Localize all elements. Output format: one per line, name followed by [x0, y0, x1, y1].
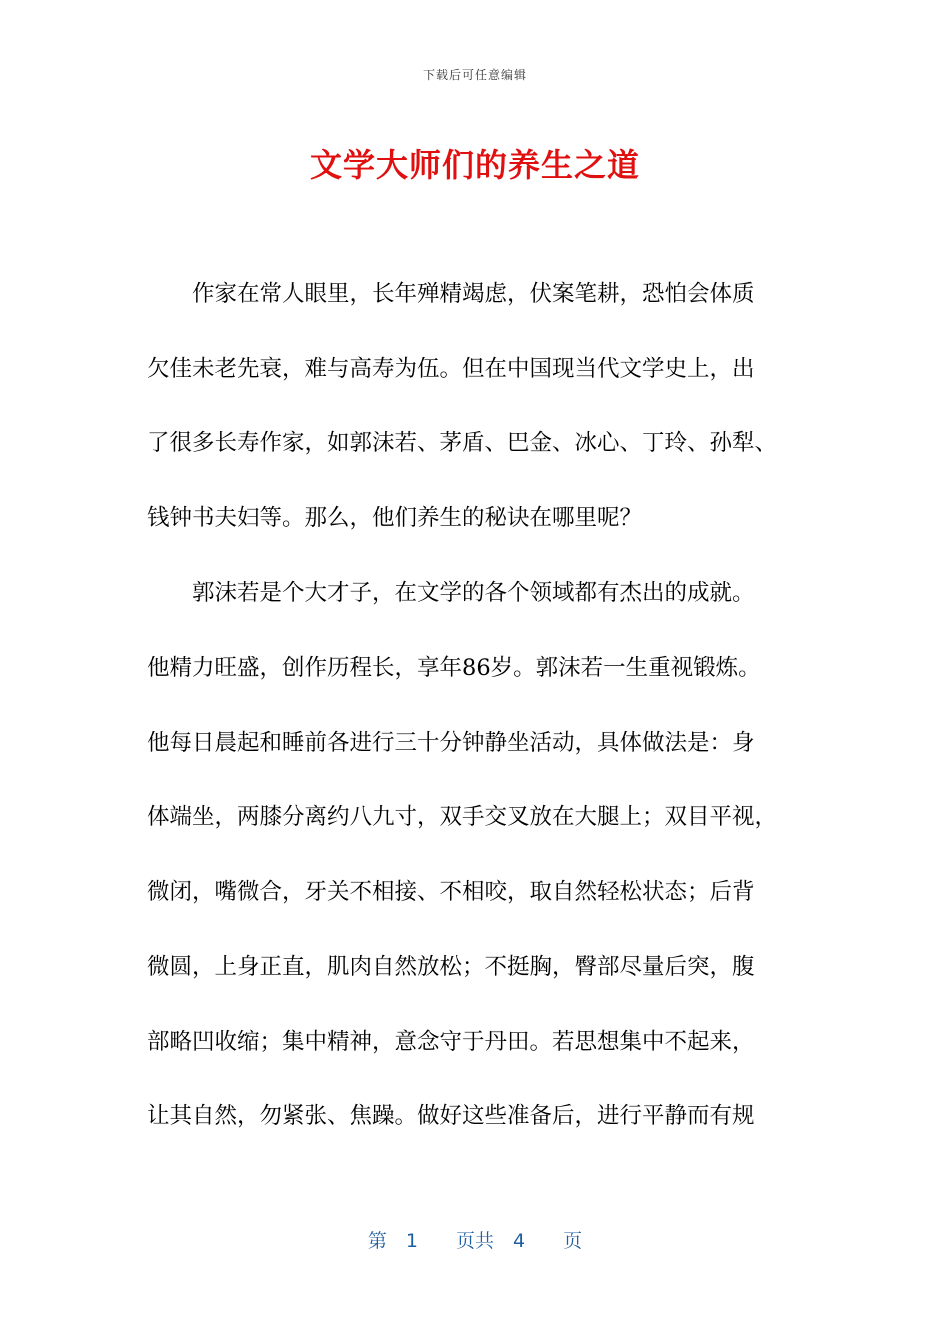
document-title: 文学大师们的养生之道 [309, 146, 640, 184]
header-note: 下载后可任意编辑 [422, 68, 527, 82]
body-line: 部略凹收缩；集中精神，意念守于丹田。若思想集中不起来， [147, 1029, 755, 1055]
body-line: 他每日晨起和睡前各进行三十分钟静坐活动，具体做法是：身 [147, 730, 755, 756]
body-line: 作家在常人眼里，长年殚精竭虑，伏案笔耕，恐怕会体质 [147, 281, 755, 307]
page-number-footer: 第 1 页共 4 页 [367, 1230, 583, 1252]
body-line: 让其自然，勿紧张、焦躁。做好这些准备后，进行平静而有规 [147, 1103, 755, 1129]
body-line: 体端坐，两膝分离约八九寸，双手交叉放在大腿上；双目平视， [147, 804, 778, 830]
body-line: 他精力旺盛，创作历程长，享年86岁。郭沫若一生重视锻炼。 [147, 655, 761, 681]
body-line: 钱钟书夫妇等。那么，他们养生的秘诀在哪里呢？ [147, 505, 643, 531]
body-line: 欠佳未老先衰，难与高寿为伍。但在中国现当代文学史上，出 [147, 356, 755, 382]
body-line: 微圆，上身正直，肌肉自然放松；不挺胸，臀部尽量后突，腹 [147, 954, 755, 980]
body-line: 了很多长寿作家，如郭沫若、茅盾、巴金、冰心、丁玲、孙犁、 [147, 430, 778, 456]
body-line: 微闭，嘴微合，牙关不相接、不相咬，取自然轻松状态；后背 [147, 879, 755, 905]
body-line: 郭沫若是个大才子，在文学的各个领域都有杰出的成就。 [147, 580, 755, 606]
